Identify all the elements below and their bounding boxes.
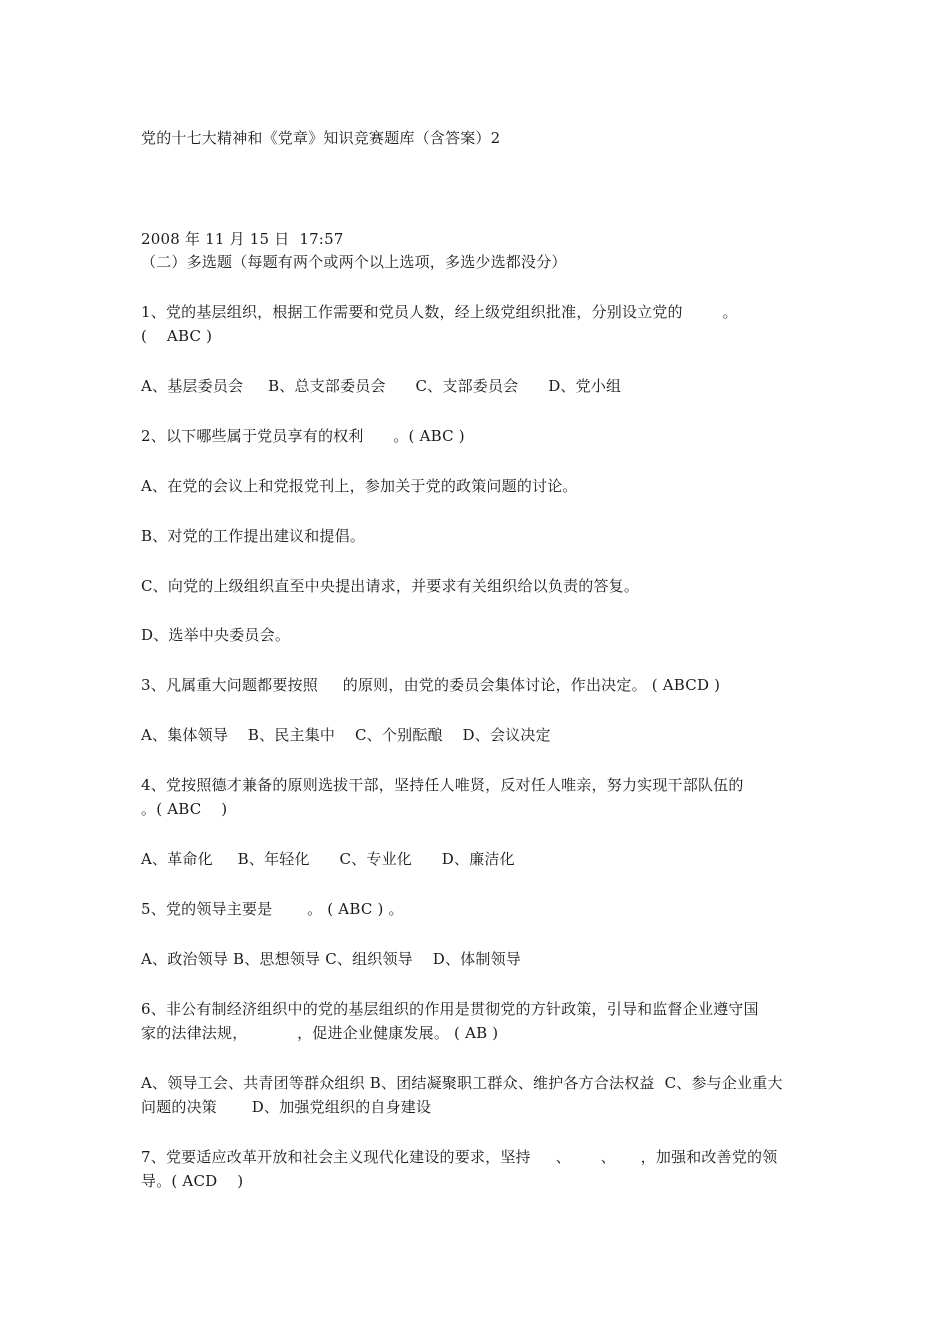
question-2-option-c: C、向党的上级组织直至中央提出请求，并要求有关组织给以负责的答复。 <box>141 577 640 595</box>
question-3-options: A、集体领导 B、民主集中 C、个别酝酿 D、会议决定 <box>141 726 551 744</box>
question-2-option-b: B、对党的工作提出建议和提倡。 <box>141 527 366 545</box>
question-5-text: 5、党的领导主要是 。 ( ABC ) 。 <box>141 900 404 918</box>
question-7-answer: 导。( ACD ) <box>141 1172 244 1190</box>
question-7-text: 7、党要适应改革开放和社会主义现代化建设的要求，坚持 、 、 ，加强和改善党的领 <box>141 1148 778 1166</box>
question-2-option-a: A、在党的会议上和党报党刊上，参加关于党的政策问题的讨论。 <box>141 477 578 495</box>
question-6-options-continued: 问题的决策 D、加强党组织的自身建设 <box>141 1098 432 1116</box>
question-4-answer: 。( ABC ) <box>141 800 228 818</box>
question-2-text: 2、以下哪些属于党员享有的权利 。( ABC ) <box>141 427 465 445</box>
post-datetime: 2008 年 11 月 15 日 17:57 <box>141 230 344 248</box>
question-4-options: A、革命化 B、年轻化 C、专业化 D、廉洁化 <box>141 850 515 868</box>
question-4-text: 4、党按照德才兼备的原则选拔干部，坚持任人唯贤，反对任人唯亲，努力实现干部队伍的 <box>141 776 744 794</box>
question-6-options: A、领导工会、共青团等群众组织 B、团结凝聚职工群众、维护各方合法权益 C、参与企业重大 <box>141 1074 783 1092</box>
section-heading: （二）多选题（每题有两个或两个以上选项，多选少选都没分） <box>141 253 567 271</box>
question-1-answer: ( ABC ) <box>141 327 213 345</box>
question-6-text: 6、非公有制经济组织中的党的基层组织的作用是贯彻党的方针政策，引导和监督企业遵守国 <box>141 1000 759 1018</box>
document-title: 党的十七大精神和《党章》知识竞赛题库（含答案）2 <box>141 129 501 147</box>
question-6-text-continued: 家的法律法规， ，促进企业健康发展。 ( AB ) <box>141 1024 499 1042</box>
question-3-text: 3、凡属重大问题都要按照 的原则，由党的委员会集体讨论，作出决定。 ( ABCD ) <box>141 676 721 694</box>
question-5-options: A、政治领导 B、思想领导 C、组织领导 D、体制领导 <box>141 950 521 968</box>
question-2-option-d: D、选举中央委员会。 <box>141 626 291 644</box>
question-1-text: 1、党的基层组织，根据工作需要和党员人数，经上级党组织批准，分别设立党的 。 <box>141 303 738 321</box>
question-1-options: A、基层委员会 B、总支部委员会 C、支部委员会 D、党小组 <box>141 377 622 395</box>
